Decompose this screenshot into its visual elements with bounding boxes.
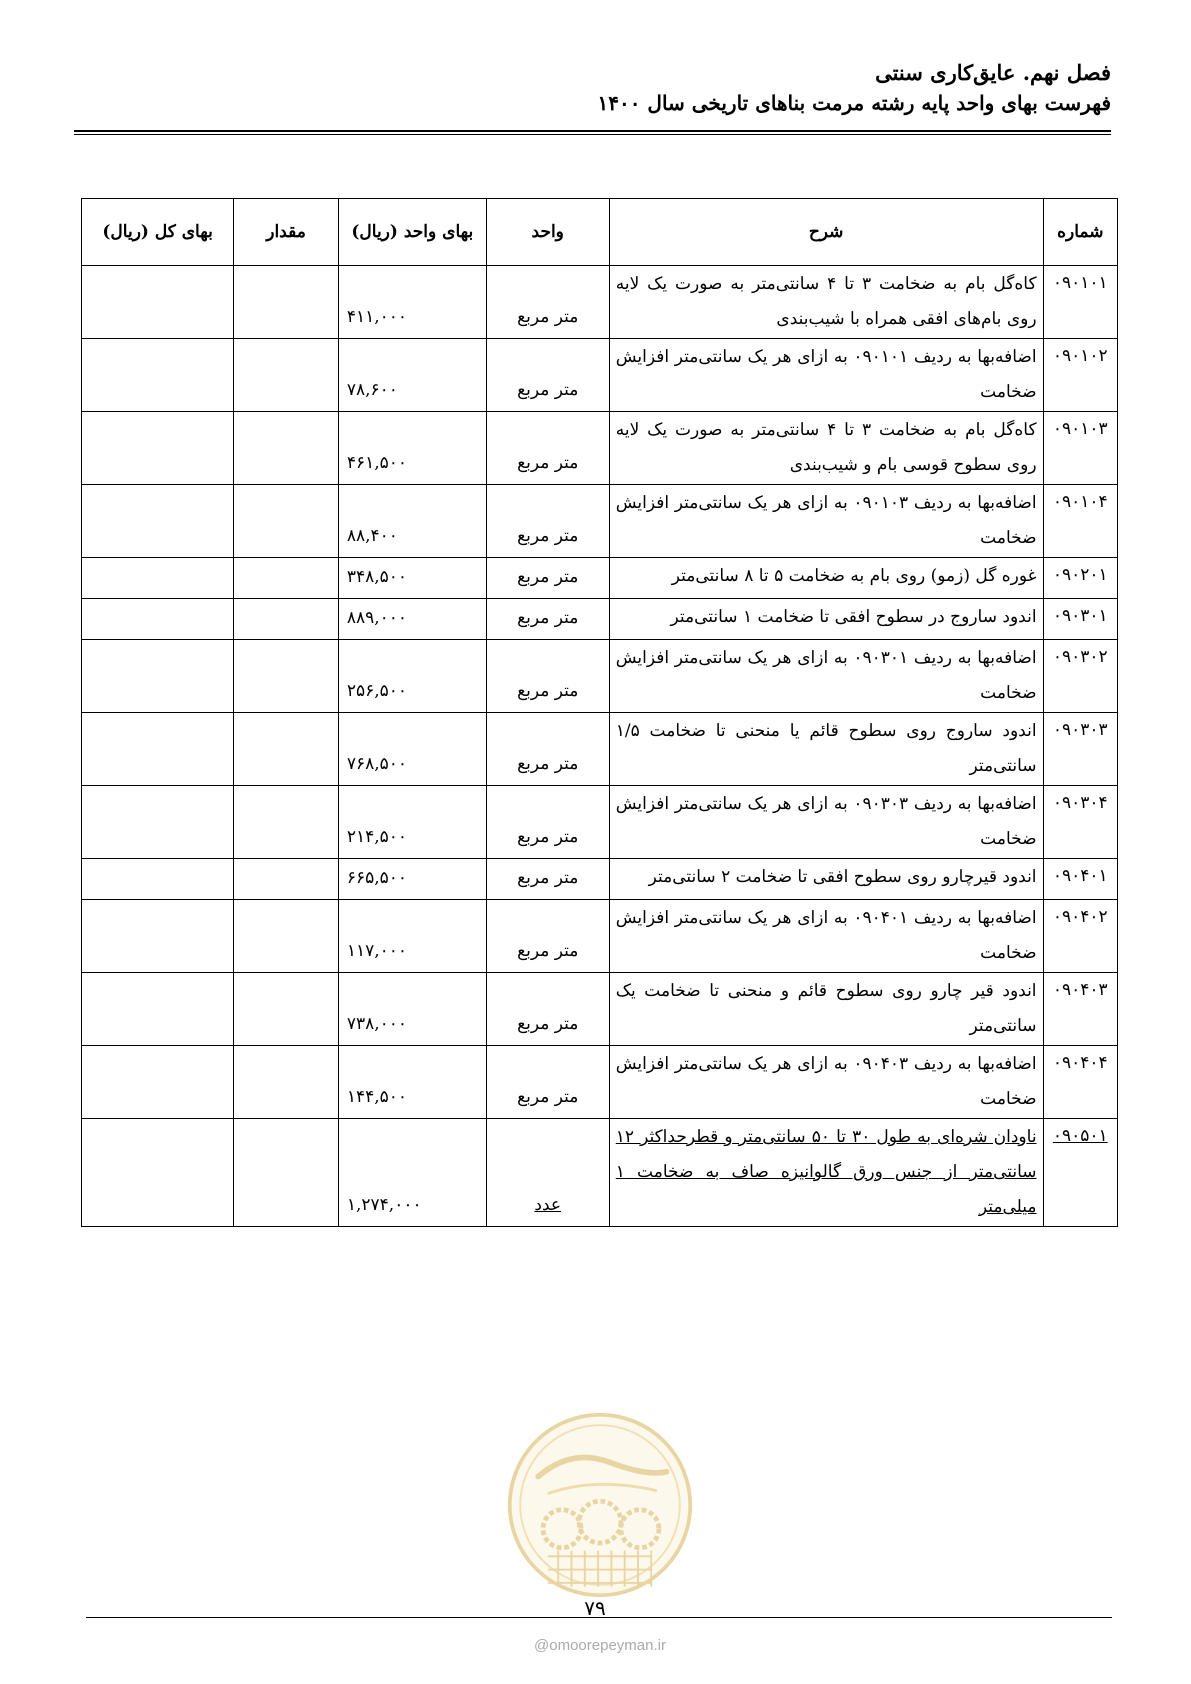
row-quantity <box>234 599 339 640</box>
table-row <box>82 1046 1118 1119</box>
table-row <box>82 339 1118 412</box>
row-unit-text: متر مربع <box>517 827 579 847</box>
row-unit-text: متر مربع <box>517 1087 579 1107</box>
row-code-text: ۰۹۰۳۰۲ <box>1052 647 1108 667</box>
row-unit <box>486 713 609 786</box>
row-description-text: اضافه‌بها به ردیف ۰۹۰۱۰۳ به ازای هر یک سانتی‌متر افزایش ضخامت <box>615 493 1037 548</box>
row-unit-text: عدد <box>534 1195 562 1215</box>
row-code <box>1043 485 1117 558</box>
row-unit-text: متر مربع <box>517 868 579 888</box>
table-header-row <box>82 199 1118 266</box>
row-code-text: ۰۹۰۳۰۳ <box>1052 720 1108 740</box>
row-unit-price <box>338 900 486 973</box>
row-unit-price <box>338 1119 486 1227</box>
row-unit <box>486 558 609 599</box>
row-total-price <box>82 859 234 900</box>
row-description <box>609 339 1043 412</box>
row-quantity <box>234 412 339 485</box>
row-unit <box>486 1119 609 1227</box>
row-code-text: ۰۹۰۳۰۴ <box>1052 793 1108 813</box>
row-unit <box>486 973 609 1046</box>
row-unit-price-text: ۴۱۱,۰۰۰ <box>346 307 408 327</box>
row-unit-text: متر مربع <box>517 608 579 628</box>
row-unit-price <box>338 485 486 558</box>
row-description-text: اضافه‌بها به ردیف ۰۹۰۴۰۱ به ازای هر یک سانتی‌متر افزایش ضخامت <box>615 908 1037 963</box>
row-quantity <box>234 1119 339 1227</box>
row-description-text: اضافه‌بها به ردیف ۰۹۰۳۰۳ به ازای هر یک سانتی‌متر افزایش ضخامت <box>615 794 1037 849</box>
row-unit <box>486 412 609 485</box>
table-body <box>82 266 1118 1227</box>
row-unit-price-text: ۸۸,۴۰۰ <box>346 526 398 546</box>
row-total-price <box>82 558 234 599</box>
row-total-price <box>82 973 234 1046</box>
row-code <box>1043 558 1117 599</box>
row-description <box>609 713 1043 786</box>
row-code-text: ۰۹۰۱۰۲ <box>1052 346 1108 366</box>
row-description-text: اضافه‌بها به ردیف ۰۹۰۴۰۳ به ازای هر یک سانتی‌متر افزایش ضخامت <box>615 1054 1037 1109</box>
row-total-price <box>82 640 234 713</box>
row-description <box>609 599 1043 640</box>
table-row <box>82 640 1118 713</box>
row-unit-text: متر مربع <box>517 681 579 701</box>
col-header-code: شماره <box>1043 199 1117 266</box>
row-code-text: ۰۹۰۴۰۲ <box>1052 907 1108 927</box>
row-unit-text: متر مربع <box>517 380 579 400</box>
row-code <box>1043 412 1117 485</box>
row-total-price <box>82 1119 234 1227</box>
row-unit-price-text: ۷۸,۶۰۰ <box>346 380 398 400</box>
row-unit-text: متر مربع <box>517 307 579 327</box>
row-quantity <box>234 786 339 859</box>
row-quantity <box>234 266 339 339</box>
row-description <box>609 786 1043 859</box>
omoorepeyman-logo-watermark <box>505 1410 695 1600</box>
row-unit-price-text: ۲۱۴,۵۰۰ <box>346 827 408 847</box>
row-code-text: ۰۹۰۳۰۱ <box>1052 606 1108 626</box>
row-description <box>609 859 1043 900</box>
row-total-price <box>82 266 234 339</box>
row-description-text: غوره گل (زمو) روی بام به ضخامت ۵ تا ۸ سانتی‌متر <box>671 566 1037 586</box>
row-unit-price-text: ۷۳۸,۰۰۰ <box>346 1014 408 1034</box>
row-total-price <box>82 1046 234 1119</box>
row-unit-price <box>338 266 486 339</box>
row-description <box>609 1119 1043 1227</box>
header-rule-thick <box>74 130 1111 132</box>
row-unit-text: متر مربع <box>517 453 579 473</box>
row-description-text: ناودان شره‌ای به طول ۳۰ تا ۵۰ سانتی‌متر و قطرحداکثر ۱۲ سانتی‌متر از جنس ورق گالوانیزه صاف به ضخامت ۱ میلی‌متر <box>615 1127 1037 1217</box>
row-unit <box>486 900 609 973</box>
table-row <box>82 412 1118 485</box>
row-code <box>1043 973 1117 1046</box>
row-code-text: ۰۹۰۲۰۱ <box>1052 565 1108 585</box>
col-header-unit-price: بهای واحد (ریال) <box>338 199 486 266</box>
row-unit-price <box>338 339 486 412</box>
row-unit <box>486 266 609 339</box>
row-code <box>1043 1119 1117 1227</box>
row-code <box>1043 713 1117 786</box>
table-row <box>82 558 1118 599</box>
col-header-quantity: مقدار <box>234 199 339 266</box>
row-unit <box>486 599 609 640</box>
row-unit <box>486 859 609 900</box>
row-code-text: ۰۹۰۴۰۴ <box>1052 1053 1108 1073</box>
page-header <box>74 58 1111 118</box>
row-unit-price-text: ۷۶۸,۵۰۰ <box>346 754 408 774</box>
page-number: ۷۹ <box>584 1596 606 1620</box>
row-unit <box>486 786 609 859</box>
row-code <box>1043 599 1117 640</box>
row-code <box>1043 266 1117 339</box>
row-unit-price-text: ۱,۲۷۴,۰۰۰ <box>346 1195 422 1215</box>
row-code <box>1043 339 1117 412</box>
row-unit <box>486 339 609 412</box>
table-row <box>82 485 1118 558</box>
table-row <box>82 1119 1118 1227</box>
col-header-description: شرح <box>609 199 1043 266</box>
website-watermark: @omoorepeyman.ir <box>534 1637 666 1654</box>
row-description-text: اضافه‌بها به ردیف ۰۹۰۳۰۱ به ازای هر یک سانتی‌متر افزایش ضخامت <box>615 648 1037 703</box>
row-total-price <box>82 412 234 485</box>
row-unit-text: متر مربع <box>517 754 579 774</box>
row-quantity <box>234 339 339 412</box>
row-unit-price <box>338 558 486 599</box>
row-unit-price-text: ۳۴۸,۵۰۰ <box>346 567 408 587</box>
row-unit <box>486 1046 609 1119</box>
header-rule-thin <box>74 134 1111 135</box>
row-description <box>609 266 1043 339</box>
row-unit <box>486 640 609 713</box>
row-description-text: اندود ساروج در سطوح افقی تا ضخامت ۱ سانتی‌متر <box>670 607 1037 627</box>
row-unit-price <box>338 713 486 786</box>
price-list-table <box>81 198 1118 1227</box>
col-header-unit: واحد <box>486 199 609 266</box>
row-description <box>609 1046 1043 1119</box>
row-description-text: اندود قیرچارو روی سطوح افقی تا ضخامت ۲ سانتی‌متر <box>648 867 1037 887</box>
row-unit-price-text: ۱۴۴,۵۰۰ <box>346 1087 408 1107</box>
row-quantity <box>234 859 339 900</box>
row-code <box>1043 900 1117 973</box>
row-code-text: ۰۹۰۱۰۳ <box>1052 419 1108 439</box>
row-unit-price-text: ۶۶۵,۵۰۰ <box>346 868 408 888</box>
row-code-text: ۰۹۰۱۰۱ <box>1052 273 1108 293</box>
row-total-price <box>82 339 234 412</box>
row-code <box>1043 786 1117 859</box>
row-unit-text: متر مربع <box>517 526 579 546</box>
row-unit-price-text: ۴۶۱,۵۰۰ <box>346 453 408 473</box>
row-code <box>1043 859 1117 900</box>
row-code-text: ۰۹۰۴۰۳ <box>1052 980 1108 1000</box>
table-row <box>82 713 1118 786</box>
row-code-text: ۰۹۰۴۰۱ <box>1052 866 1108 886</box>
row-unit-price-text: ۲۵۶,۵۰۰ <box>346 681 408 701</box>
table-row <box>82 786 1118 859</box>
row-total-price <box>82 900 234 973</box>
row-quantity <box>234 973 339 1046</box>
row-unit-price <box>338 859 486 900</box>
row-unit <box>486 485 609 558</box>
row-description-text: اضافه‌بها به ردیف ۰۹۰۱۰۱ به ازای هر یک سانتی‌متر افزایش ضخامت <box>615 347 1037 402</box>
row-description-text: کاه‌گل بام به ضخامت ۳ تا ۴ سانتی‌متر به صورت یک لایه روی سطوح قوسی بام و شیب‌بندی <box>615 420 1037 475</box>
table-row <box>82 599 1118 640</box>
row-unit-text: متر مربع <box>517 567 579 587</box>
table-row <box>82 859 1118 900</box>
table-row <box>82 973 1118 1046</box>
row-unit-price <box>338 599 486 640</box>
row-unit-price-text: ۸۸۹,۰۰۰ <box>346 608 408 628</box>
row-quantity <box>234 558 339 599</box>
row-code <box>1043 640 1117 713</box>
row-unit-price <box>338 640 486 713</box>
row-description <box>609 412 1043 485</box>
row-code <box>1043 1046 1117 1119</box>
row-description-text: اندود ساروج روی سطوح قائم یا منحنی تا ضخامت ۱/۵ سانتی‌متر <box>615 721 1037 776</box>
row-unit-price <box>338 412 486 485</box>
row-quantity <box>234 900 339 973</box>
row-quantity <box>234 640 339 713</box>
row-total-price <box>82 485 234 558</box>
row-unit-price <box>338 786 486 859</box>
row-description <box>609 485 1043 558</box>
footer-rule <box>86 1617 1112 1618</box>
document-title: فهرست بهای واحد پایه رشته مرمت بناهای تاریخی سال ۱۴۰۰ <box>597 91 1111 115</box>
row-unit-text: متر مربع <box>517 1014 579 1034</box>
col-header-total-price: بهای کل (ریال) <box>82 199 234 266</box>
chapter-title: فصل نهم. عایق‌کاری سنتی <box>875 60 1111 85</box>
row-total-price <box>82 713 234 786</box>
row-code-text: ۰۹۰۵۰۱ <box>1052 1126 1108 1146</box>
row-unit-price-text: ۱۱۷,۰۰۰ <box>346 941 408 961</box>
table-row <box>82 900 1118 973</box>
row-description-text: کاه‌گل بام به ضخامت ۳ تا ۴ سانتی‌متر به صورت یک لایه روی بام‌های افقی همراه با شیب‌بندی <box>615 274 1037 329</box>
row-code-text: ۰۹۰۱۰۴ <box>1052 492 1108 512</box>
row-unit-price <box>338 1046 486 1119</box>
row-quantity <box>234 713 339 786</box>
table-row <box>82 266 1118 339</box>
row-total-price <box>82 786 234 859</box>
row-description <box>609 973 1043 1046</box>
row-total-price <box>82 599 234 640</box>
row-description-text: اندود قیر چارو روی سطوح قائم و منحنی تا ضخامت یک سانتی‌متر <box>615 981 1037 1036</box>
row-unit-price <box>338 973 486 1046</box>
row-description <box>609 558 1043 599</box>
row-quantity <box>234 485 339 558</box>
row-unit-text: متر مربع <box>517 941 579 961</box>
row-description <box>609 900 1043 973</box>
row-quantity <box>234 1046 339 1119</box>
row-description <box>609 640 1043 713</box>
